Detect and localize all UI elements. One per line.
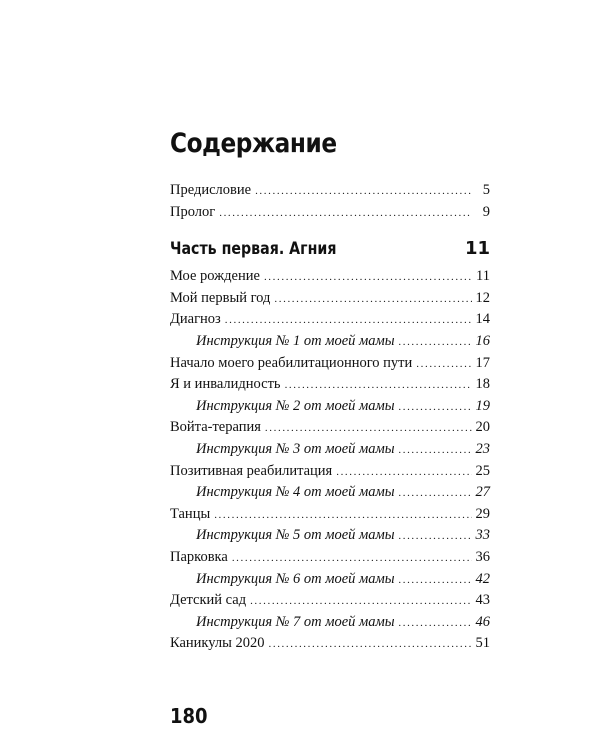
toc-entry [170,463,490,485]
dot-leader [336,466,471,478]
dot-leader [274,293,471,305]
toc-entry-label: Инструкция № 3 от моей мамы [196,440,395,457]
toc-subentry [170,398,490,420]
toc-entry [170,506,490,528]
toc-entry [170,376,490,398]
toc-entry-label: Танцы [170,505,211,522]
toc-subentry [170,441,490,463]
dot-leader [269,638,472,650]
part-heading-label: Часть первая. Агния [170,238,337,258]
dot-leader [219,207,472,219]
toc-entry-label: Мой первый год [170,289,271,306]
dot-leader [285,379,472,391]
toc-entry [170,355,490,377]
toc-entry [170,549,490,571]
toc-entry [170,290,490,312]
toc-entry-page: 17 [475,354,490,371]
dot-leader [399,444,472,456]
toc-entry-page: 27 [475,484,490,501]
dot-leader [250,595,471,607]
toc-entry-page: 20 [475,419,490,436]
toc-entry-label: Предисловие [170,182,252,198]
dot-leader [399,530,472,542]
toc-entry-page: 29 [475,505,490,522]
toc-entry-page: 33 [475,527,490,544]
dot-leader [265,422,472,434]
toc-entry-page: 46 [475,613,490,630]
dot-leader [264,271,472,283]
toc-subentry [170,571,490,593]
dot-leader [399,574,472,586]
dot-leader [214,509,471,521]
dot-leader [399,401,472,413]
toc-entry [170,635,490,657]
toc-entry-label: Инструкция № 4 от моей мамы [196,484,395,501]
toc-entry-page: 51 [475,635,490,652]
toc-entry [170,182,490,204]
toc-entry-page: 19 [475,397,490,414]
toc-entry-page: 5 [482,182,490,198]
toc-entry [170,268,490,290]
toc-entries [170,268,490,657]
toc-subentry [170,527,490,549]
table-of-contents [170,182,490,657]
toc-entry [170,311,490,333]
toc-entry-label: Позитивная реабилитация [170,462,333,479]
toc-entry-page: 11 [476,268,490,285]
toc-entry-label: Инструкция № 7 от моей мамы [196,613,395,630]
page-number: 180 [170,704,208,728]
dot-leader [225,314,472,326]
toc-entry-label: Инструкция № 2 от моей мамы [196,397,395,414]
toc-entry-label: Начало моего реабилитационного пути [170,354,413,371]
toc-entry [170,204,490,226]
toc-entry-label: Детский сад [170,592,247,609]
toc-entry-label: Войта-терапия [170,419,261,436]
toc-subentry [170,614,490,636]
toc-entry-page: 14 [475,311,490,328]
toc-entry-page: 16 [475,332,490,349]
toc-entry-label: Инструкция № 5 от моей мамы [196,527,395,544]
toc-entry-label: Парковка [170,548,228,565]
toc-entry-page: 36 [475,548,490,565]
toc-entry-page: 42 [475,570,490,587]
dot-leader [399,336,472,348]
toc-entry-label: Пролог [170,203,216,220]
toc-entry-label: Я и инвалидность [170,376,281,393]
toc-entry-page: 18 [475,376,490,393]
toc-entry-label: Инструкция № 6 от моей мамы [196,570,395,587]
toc-subentry [170,333,490,355]
toc-entry-page: 9 [482,203,490,220]
toc-entry-page: 43 [475,592,490,609]
toc-part-heading [170,228,490,268]
dot-leader [255,185,472,197]
toc-entry-label: Диагноз [170,311,221,328]
toc-entry-label: Каникулы 2020 [170,635,265,652]
toc-entry [170,592,490,614]
toc-entry [170,419,490,441]
part-heading-page: 11 [464,237,490,259]
toc-entry-page: 12 [475,289,490,306]
dot-leader [399,617,472,629]
dot-leader [399,487,472,499]
toc-entry-label: Мое рождение [170,268,260,285]
toc-subentry [170,484,490,506]
dot-leader [232,552,472,564]
toc-entry-label: Инструкция № 1 от моей мамы [196,332,395,349]
toc-entry-page: 25 [475,462,490,479]
dot-leader [416,358,471,370]
page-title: Содержание [170,128,337,159]
toc-entry-page: 23 [475,440,490,457]
